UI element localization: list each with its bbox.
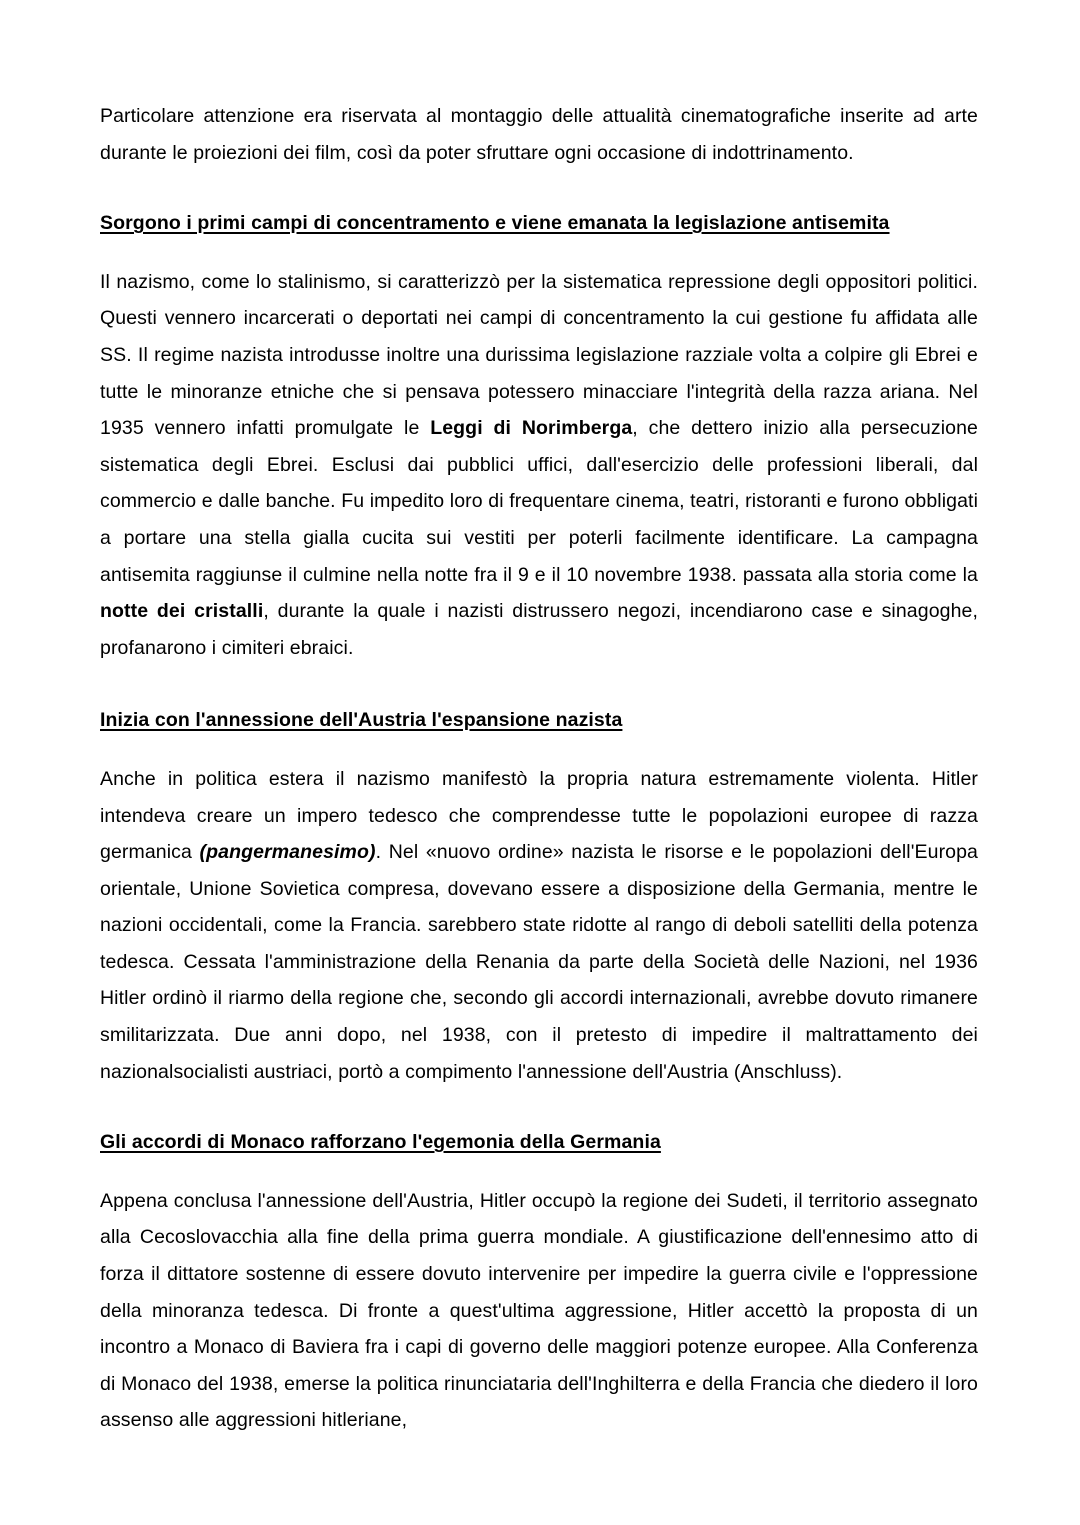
spacer-before-heading-2 xyxy=(100,666,978,702)
section-heading-2: Inizia con l'annessione dell'Austria l'espansione nazista xyxy=(100,709,623,732)
section-heading-3: Gli accordi di Monaco rafforzano l'egemonia della Germania xyxy=(100,1131,661,1154)
paragraph-1 xyxy=(100,264,978,667)
paragraph-2-text-part-2: . Nel «nuovo ordine» nazista le risorse e le popolazioni dell'Europa orientale, Unione Sovietica compresa, dovevano essere a disposizione della Germania, mentre le nazioni occidentali, come la Francia. sarebbero state ridotte al rango di deboli satelliti della potenza tedesca. Cessata l'amministrazione della Renania da parte della Società delle Nazioni, nel 1936 Hitler ordinò il riarmo della regione che, secondo gli accordi internazionali, avrebbe dovuto rimanere smilitarizzata. Due anni dopo, nel 1938, con il pretesto di impedire il maltrattamento dei nazionalsocialisti austriaci, portò a compimento l'annessione dell'Austria (Anschluss). xyxy=(100,841,978,1083)
paragraph-2-text-part-1: Anche in politica estera il nazismo manifestò la propria natura estremamente violenta. Hitler intendeva creare un impero tedesco che comprendesse tutte le popolazioni europee di razza germanica xyxy=(100,767,978,864)
paragraph-2 xyxy=(100,761,978,1090)
intro-paragraph: Particolare attenzione era riservata al montaggio delle attualità cinematografiche inserite ad arte durante le proiezioni dei film, così da poter sfruttare ogni occasione di indottrinamento. xyxy=(100,105,978,164)
paragraph-3: Appena conclusa l'annessione dell'Austria, Hitler occupò la regione dei Sudeti, il territorio assegnato alla Cecoslovacchia alla fine della prima guerra mondiale. A giustificazione dell'ennesimo atto di forza il dittatore sostenne di essere dovuto intervenire per impedire la guerra civile e l'oppressione della minoranza tedesca. Di fronte a quest'ultima aggressione, Hitler accettò la proposta di un incontro a Monaco di Baviera fra i capi di governo delle maggiori potenze europee. Alla Conferenza di Monaco del 1938, emerse la politica rinunciataria dell'Inghilterra e della Francia che diedero il loro assenso alle aggressioni hitleriane, xyxy=(100,1189,978,1432)
paragraph-1-text-part-1: Il nazismo, come lo stalinismo, si caratterizzò per la sistematica repressione degli oppositori politici. Questi vennero incarcerati o deportati nei campi di concentramento la cui gestione fu affidata alle SS. Il regime nazista introdusse inoltre una durissima legislazione razziale volta a colpire gli Ebrei e tutte le minoranze etniche che si pensava potessero minacciare l'integrità della razza ariana. Nel 1935 vennero infatti promulgate le xyxy=(100,270,978,440)
paragraph-2-emphasis-pangermanesimo: (pangermanesimo) xyxy=(199,841,376,864)
paragraph-1-text-part-2: , che dettero inizio alla persecuzione sistematica degli Ebrei. Esclusi dai pubblici uffici, dall'esercizio delle professioni liberali, dal commercio e dalle banche. Fu impedito loro di frequentare cinema, teatri, ristoranti e furono obbligati a portare una stella gialla cucita sui vestiti per poterli facilmente identificare. La campagna antisemita raggiunse il culmine nella notte fra il 9 e il 10 novembre 1938. passata alla storia come la xyxy=(100,417,978,586)
spacer-after-heading-1 xyxy=(100,242,978,264)
spacer-after-heading-3 xyxy=(100,1161,978,1183)
paragraph-1-text-part-3: , durante la quale i nazisti distrussero negozi, incendiarono case e sinagoghe, profanarono i cimiteri ebraici. xyxy=(100,600,978,659)
spacer-before-heading-1 xyxy=(100,171,978,205)
paragraph-1-emphasis-notte-dei-cristalli: notte dei cristalli xyxy=(100,600,264,623)
paragraph-1-emphasis-leggi-di-norimberga: Leggi di Norimberga xyxy=(430,417,633,440)
spacer-after-heading-2 xyxy=(100,739,978,761)
spacer-before-heading-3 xyxy=(100,1090,978,1124)
section-heading-1: Sorgono i primi campi di concentramento e viene emanata la legislazione antisemita xyxy=(100,212,890,235)
document-content xyxy=(100,98,978,1439)
